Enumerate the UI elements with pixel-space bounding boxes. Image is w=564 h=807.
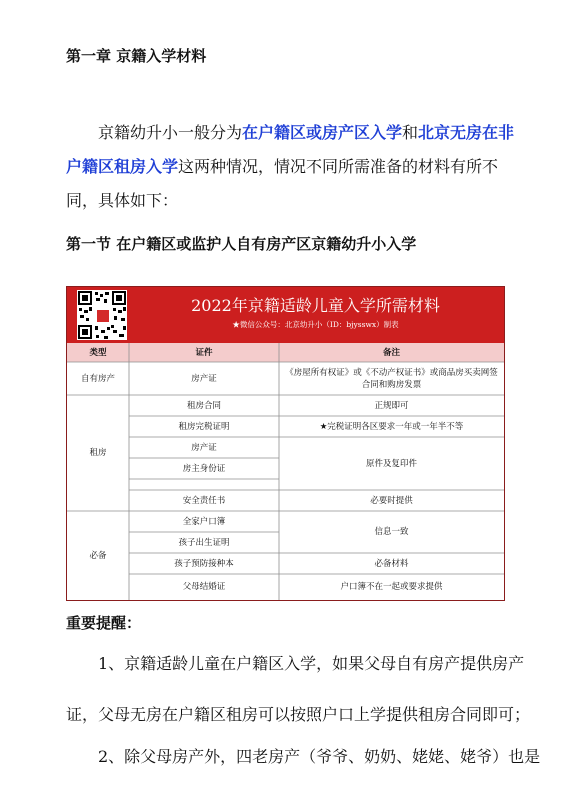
note-own-property: 《房屋所有权证》或《不动产权证书》或商品房买卖网签合同和购房发票 <box>285 367 498 390</box>
section-heading: 第一节 在户籍区或监护人自有房产区京籍幼升小入学 <box>66 235 417 253</box>
header-type: 类型 <box>89 347 107 358</box>
note-vaccine: 必备材料 <box>374 558 409 569</box>
intro-text-middle: 和 <box>402 123 419 142</box>
group-required: 必备 <box>89 550 107 561</box>
note-safety: 必要时提供 <box>370 495 413 506</box>
intro-highlight-household-property: 在户籍区或房产区入学 <box>242 123 403 142</box>
header-note: 备注 <box>382 347 400 358</box>
intro-text-before: 京籍幼升小一般分为 <box>98 123 243 142</box>
qr-code-icon <box>77 290 127 340</box>
doc-rent-tax: 租房完税证明 <box>178 421 230 432</box>
note-rent-tax: ★完税证明各区要求一年或一年半不等 <box>319 421 464 432</box>
header-document: 证件 <box>195 347 213 358</box>
reminder-1-line-1: 1、京籍适龄儿童在户籍区入学，如果父母自有房产提供房产 <box>98 654 525 673</box>
materials-table <box>66 286 505 601</box>
note-consistent: 信息一致 <box>374 527 409 537</box>
intro-text-after: 这两种情况，情况不同所需准备的材料有所不同，具体如下： <box>66 157 499 210</box>
table-subtitle: ★微信公众号：北京幼升小（ID：bjysswx）制表 <box>232 320 399 329</box>
doc-lease: 租房合同 <box>186 400 221 411</box>
doc-property-cert: 房产证 <box>191 373 217 384</box>
qr-logo-icon <box>96 309 110 323</box>
doc-landlord-id: 房主身份证 <box>182 463 226 474</box>
reminder-2-line-1: 2、除父母房产外，四老房产（爷爷、奶奶、姥姥、姥爷）也是 <box>98 747 541 766</box>
chapter-heading: 第一章 京籍入学材料 <box>66 47 207 65</box>
reminder-heading: 重要提醒： <box>66 614 142 632</box>
group-own-property: 自有房产 <box>80 373 115 384</box>
reminder-1-line-2: 证，父母无房在户籍区租房可以按照户口上学提供租房合同即可； <box>66 705 531 724</box>
intro-paragraph <box>66 116 516 218</box>
doc-hukou: 全家户口簿 <box>182 516 226 527</box>
doc-property-cert-2: 房产证 <box>191 442 217 453</box>
doc-safety: 安全责任书 <box>182 495 226 506</box>
table-title: 2022年京籍适龄儿童入学所需材料 <box>191 296 440 315</box>
note-original-copy: 原件及复印件 <box>365 458 417 469</box>
table-banner <box>67 287 504 343</box>
note-marriage: 户口簿不在一起或要求提供 <box>340 582 443 592</box>
doc-marriage: 父母结婚证 <box>182 582 226 592</box>
doc-vaccine: 孩子预防接种本 <box>174 558 234 569</box>
group-rental: 租房 <box>89 448 107 458</box>
note-lease: 正规即可 <box>374 400 409 411</box>
doc-birth: 孩子出生证明 <box>178 537 230 548</box>
intro-highlight-rental: 北京无房在非户籍区租房入学 <box>66 123 515 176</box>
